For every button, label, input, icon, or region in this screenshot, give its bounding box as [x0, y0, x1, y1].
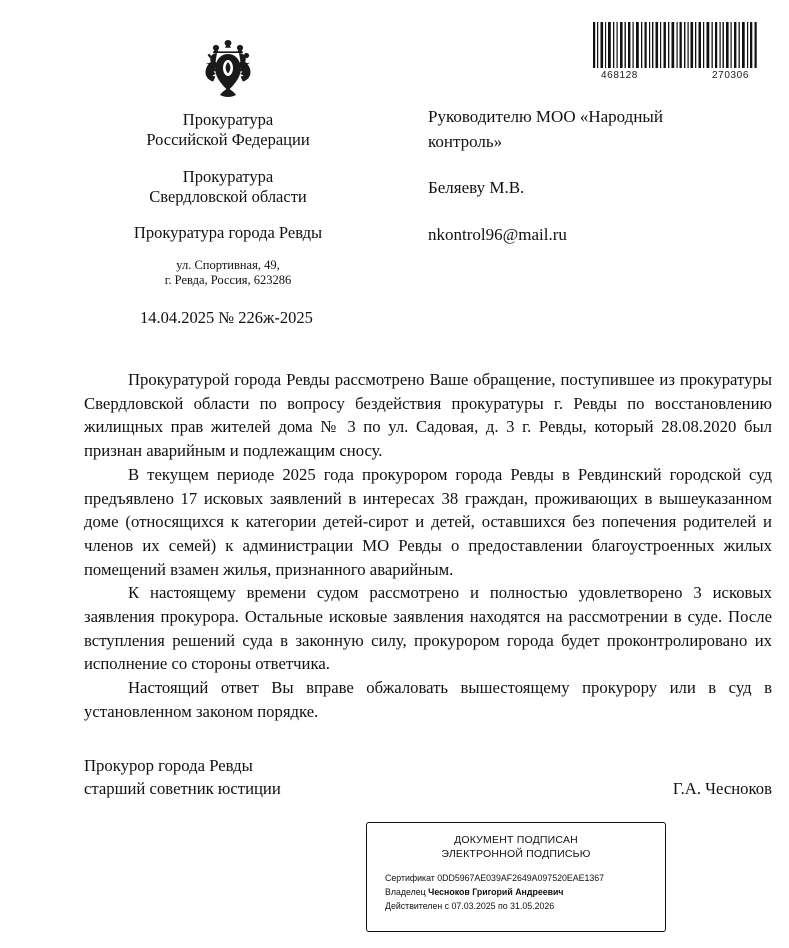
barcode-right-number: 270306: [712, 70, 749, 81]
address-line-1: ул. Спортивная, 49,: [176, 257, 280, 272]
letterhead-line-5: Прокуратура города Ревды: [133, 222, 323, 242]
body-paragraph: К настоящему времени судом рассмотрено и полностью удовлетворено 3 исковых заявления прокурора. Остальные исковые заявления находятся на рассмотрении в суде. После вступления решений суда в законную силу, прокурором города будет проконтролировано их исполнение со стороны ответчика.: [84, 583, 772, 674]
stamp-title: [379, 833, 653, 861]
stamp-certificate-label: Сертификат: [385, 873, 435, 884]
stamp-valid-label: Действителен: [385, 900, 443, 911]
stamp-valid-from: 07.03.2025: [451, 900, 496, 911]
stamp-owner-row: [379, 886, 653, 900]
barcode-numbers: [591, 68, 761, 81]
electronic-signature-stamp: [366, 822, 666, 932]
addressee-block: [428, 105, 728, 248]
body-paragraph: В текущем периоде 2025 года прокурором города Ревды в Ревдинский городской суд предъявлено 17 исковых заявлений в интересах 38 граждан, проживающих в вышеуказанном доме (относящихся к категории детей-сирот и детей, оставшихся без попечения родителей и членов их семей) к администрации МО Ревды о предоставлении благоустроенных жилых помещений взамен жилья, признанного аварийным.: [84, 464, 772, 579]
barcode-left-number: 468128: [601, 70, 638, 81]
address-line-2: г. Ревда, Россия, 623286: [164, 273, 292, 288]
letterhead: [78, 38, 378, 289]
stamp-owner-label: Владелец: [385, 886, 426, 897]
stamp-valid-to: 31.05.2026: [510, 900, 555, 911]
addressee-person: Беляеву М.В.: [428, 178, 525, 198]
letterhead-line-3: Прокуратура: [182, 167, 274, 187]
signer-position-line-1: Прокурор города Ревды: [84, 756, 253, 775]
stamp-valid-to-label: по: [498, 900, 508, 911]
stamp-title-line-1: ДОКУМЕНТ ПОДПИСАН: [454, 834, 578, 846]
russian-coat-of-arms-icon: [197, 38, 259, 104]
body-paragraph: Настоящий ответ Вы вправе обжаловать вышестоящему прокурору или в суд в установленном законом порядке.: [84, 678, 772, 721]
letterhead-line-1: Прокуратура: [182, 110, 274, 129]
stamp-valid-from-label: с: [444, 900, 450, 911]
stamp-title-line-2: ЭЛЕКТРОННОЙ ПОДПИСЬЮ: [441, 848, 591, 861]
addressee-email: nkontrol96@mail.ru: [428, 224, 567, 244]
stamp-certificate-value: 0DD5967AE039AF2649A097520EAE1367: [437, 873, 605, 884]
letterhead-region: [78, 167, 378, 207]
letterhead-authority: [78, 110, 378, 150]
addressee-organization: Руководителю МОО «Народный контроль»: [428, 107, 663, 151]
stamp-validity-row: [379, 900, 653, 914]
barcode-icon: [591, 22, 759, 68]
letterhead-city: [78, 223, 378, 243]
document-number: 14.04.2025 № 226ж-2025: [140, 308, 313, 327]
letter-body: [84, 368, 772, 724]
signer-name: Г.А. Чесноков: [672, 778, 772, 798]
signer-position-line-2: старший советник юстиции: [84, 778, 281, 798]
body-paragraph: Прокуратурой города Ревды рассмотрено Ваше обращение, поступившее из прокуратуры Свердловской области по вопросу бездействия прокуратуры г. Ревды по восстановлению жилищных прав жителей дома № 3 по ул. Садовая, д. 3 г. Ревды, который 28.08.2020 был признан аварийным и подлежащим сносу.: [84, 370, 772, 461]
letterhead-line-2: Российской Федерации: [146, 130, 310, 150]
barcode-block: [591, 22, 761, 81]
letterhead-line-4: Свердловской области: [149, 187, 307, 207]
signature-block: [84, 755, 772, 800]
stamp-owner-value: Чесноков Григорий Андреевич: [428, 886, 564, 897]
stamp-certificate-row: [379, 872, 653, 886]
signer-position: [84, 755, 281, 800]
letterhead-address: [78, 258, 378, 289]
